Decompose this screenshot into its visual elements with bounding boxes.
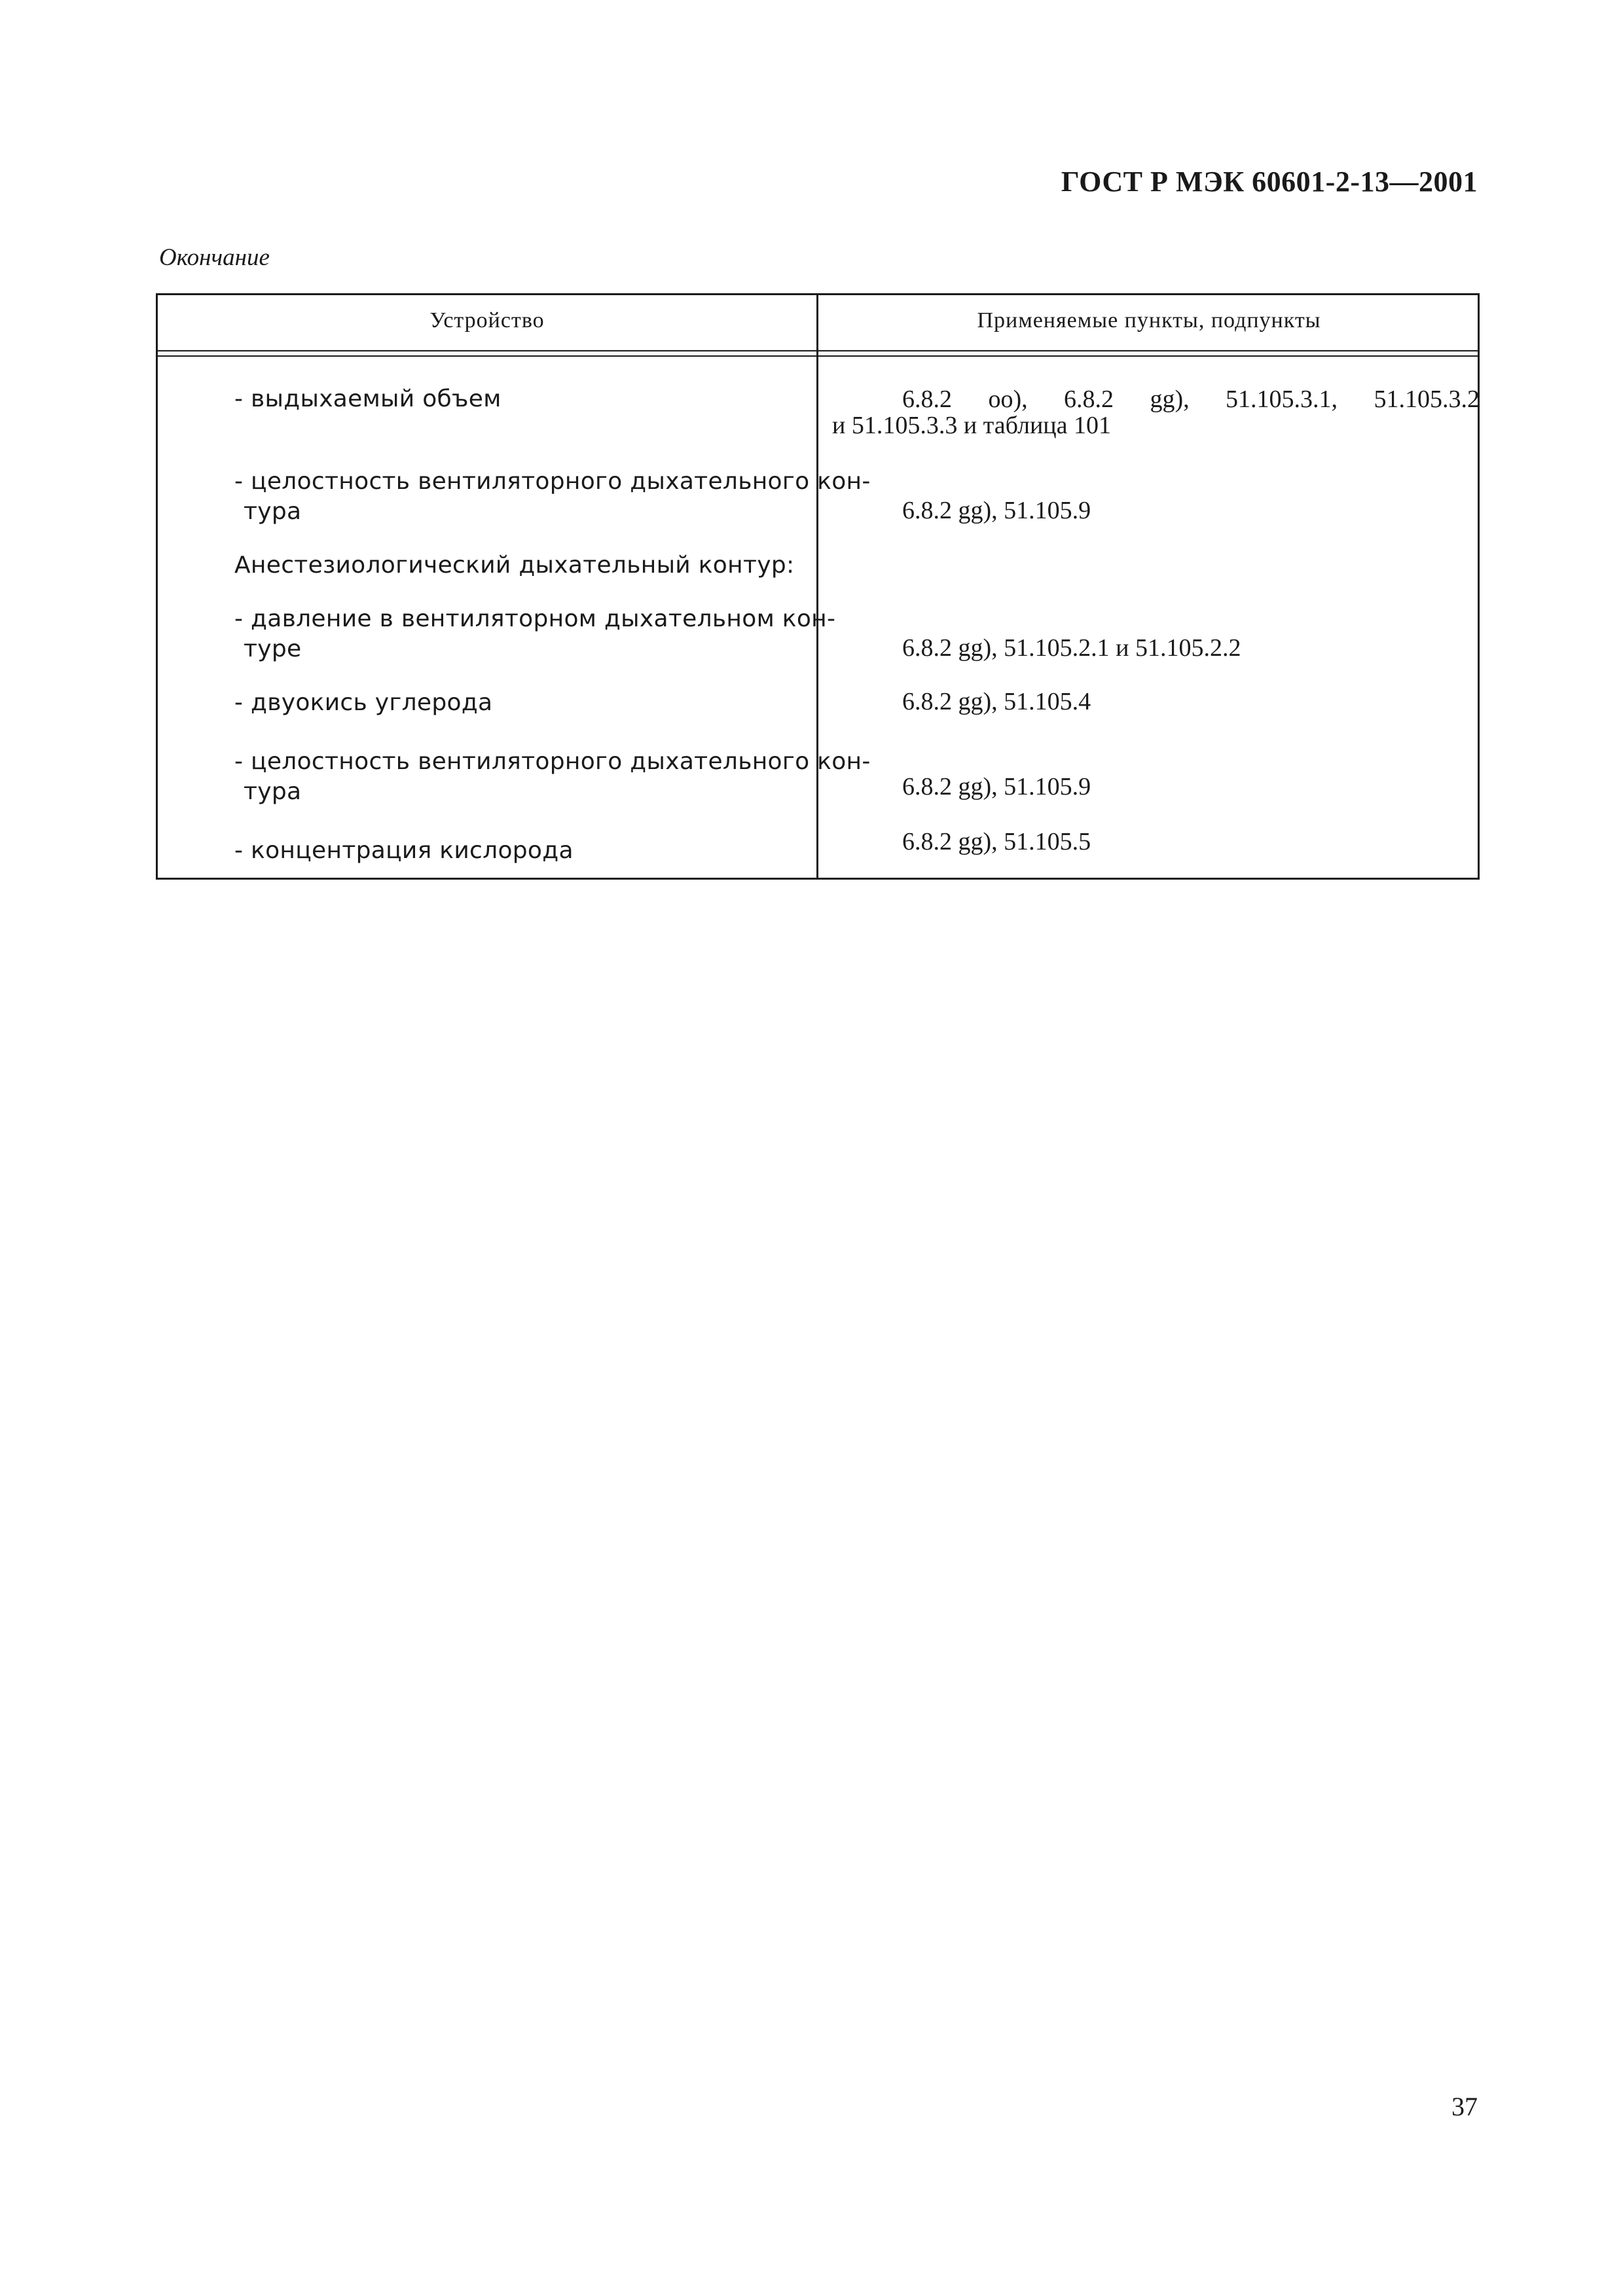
device-line: - выдыхаемый объем [234,386,501,412]
device-line: тура [244,498,302,525]
column-header-device: Устройство [429,308,545,332]
device-line: тура [244,778,302,805]
clause-cell-circuit-integrity-2: 6.8.2 gg), 51.105.9 [902,773,1091,800]
device-cell-circuit-pressure [234,604,835,664]
clause-line: и 51.105.3.3 и таблица 101 [832,412,1111,439]
device-cell-oxygen-concentration: - концентрация кислорода [234,837,574,864]
clause-cell-exhaled-volume [832,384,1480,444]
device-cell-circuit-integrity-1 [234,467,871,527]
device-cell-carbon-dioxide: - двуокись углерода [234,689,493,716]
document-header: ГОСТ Р МЭК 60601-2-13—2001 [1061,166,1478,198]
clause-cell-circuit-pressure: 6.8.2 gg), 51.105.2.1 и 51.105.2.2 [902,634,1241,662]
section-heading-anesthesia-circuit: Анестезиологический дыхательный контур: [234,552,795,579]
device-line: - целостность вентиляторного дыхательного кон- [234,468,871,495]
header-rule-bottom [158,355,1478,357]
device-line: туре [244,636,302,662]
clause-cell-oxygen-concentration: 6.8.2 gg), 51.105.5 [902,828,1091,855]
table-continuation-caption: Окончание [159,244,270,271]
clauses-table [156,293,1480,880]
clause-cell-carbon-dioxide: 6.8.2 gg), 51.105.4 [902,688,1091,715]
device-line: - давление в вентиляторном дыхательном кон- [234,605,836,632]
clause-line: 6.8.2 oo), 6.8.2 gg), 51.105.3.1, 51.105.3.2 [902,386,1480,413]
column-header-clauses: Применяемые пункты, подпункты [977,308,1321,332]
page-number: 37 [1451,2092,1478,2121]
device-cell-exhaled-volume [234,384,501,414]
header-rule-top [158,350,1478,351]
device-cell-circuit-integrity-2 [234,747,871,807]
clause-cell-circuit-integrity-1: 6.8.2 gg), 51.105.9 [902,497,1091,524]
device-line: - целостность вентиляторного дыхательного кон- [234,748,871,775]
